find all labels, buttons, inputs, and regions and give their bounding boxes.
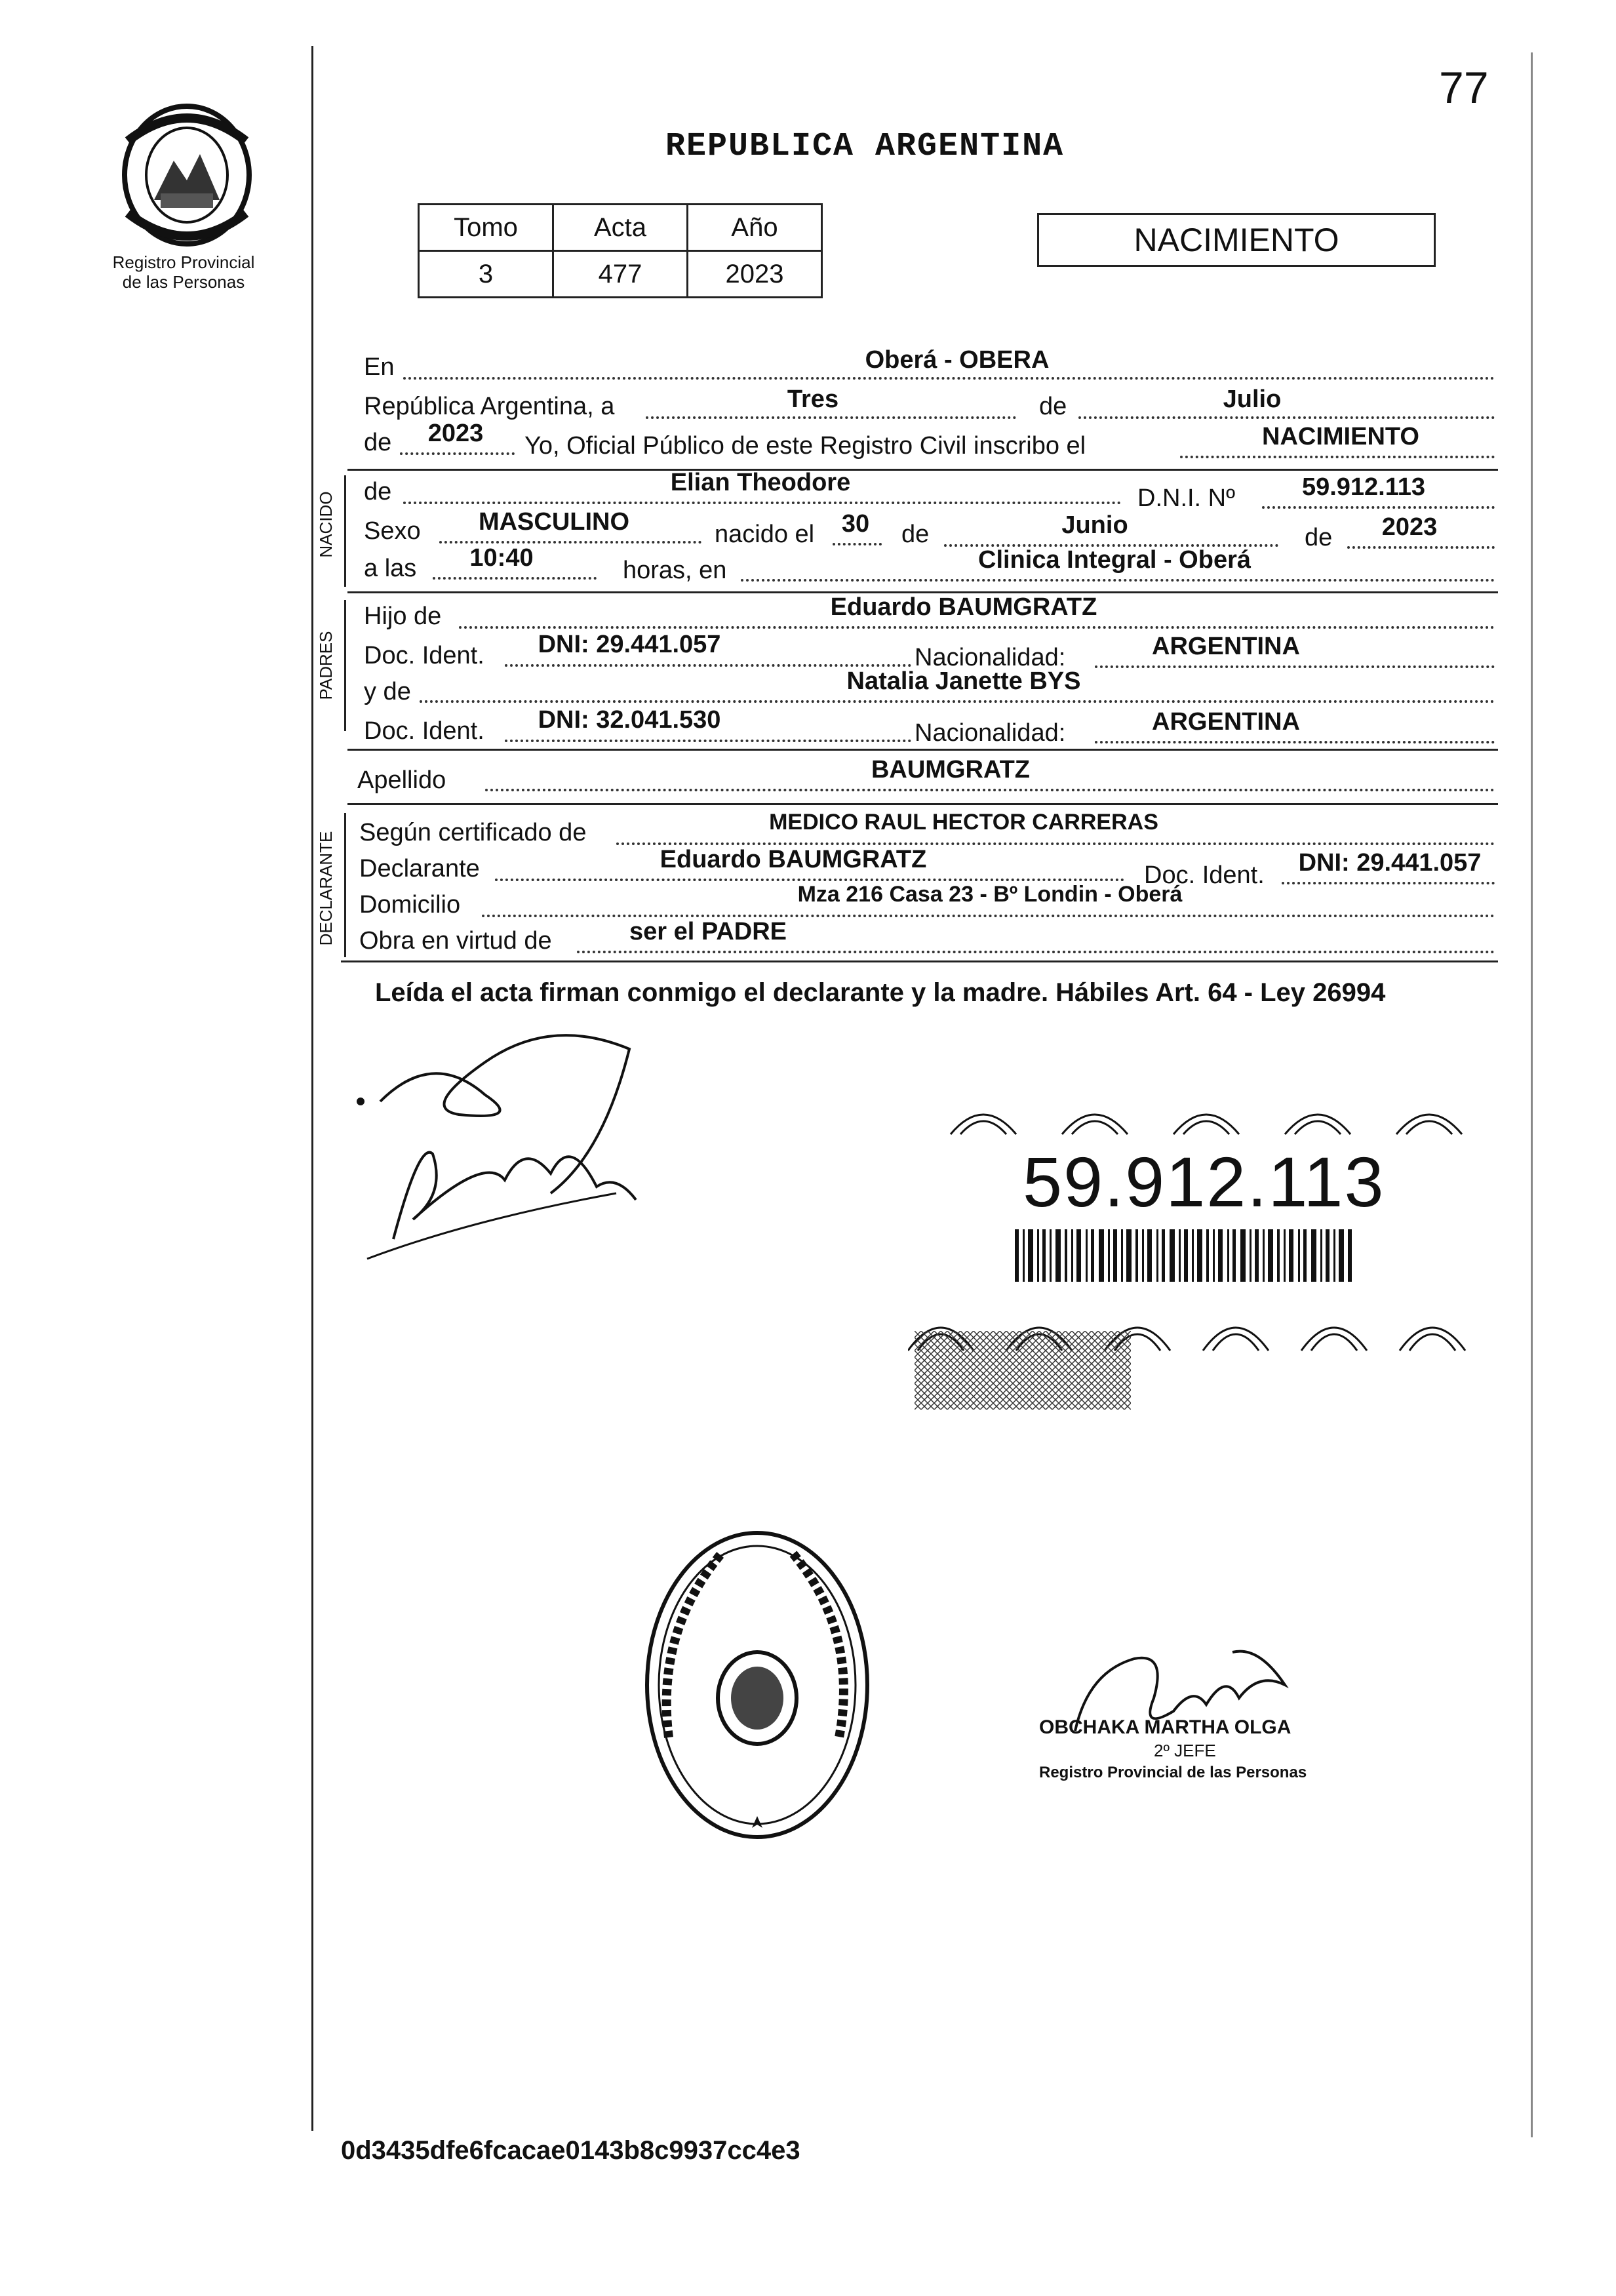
value-mother-name: Natalia Janette BYS (846, 667, 1081, 695)
value-place: Oberá - OBERA (865, 346, 1050, 374)
registry-name-line2: de las Personas (122, 272, 245, 292)
left-margin-line (311, 46, 313, 2131)
value-declarant-name: Eduardo BAUMGRATZ (660, 846, 927, 873)
dots-surname (485, 789, 1495, 791)
section-declarante: DECLARANTE (316, 831, 336, 946)
record-type-box: NACIMIENTO (1037, 213, 1436, 267)
dots-father-nat (1095, 665, 1495, 668)
dots-birth-place (741, 579, 1495, 582)
value-child-dni: 59.912.113 (1301, 473, 1426, 501)
label-declarante: Declarante (359, 855, 480, 882)
label-doc-ident-mother: Doc. Ident. (364, 717, 484, 745)
document-title: REPUBLICA ARGENTINA (665, 128, 1065, 165)
dots-birth-year (1347, 546, 1495, 549)
value-sex: MASCULINO (478, 508, 630, 536)
label-obra-virtud: Obra en virtud de (359, 927, 552, 955)
dots-father (459, 626, 1495, 629)
table-value-tomo: 3 (419, 251, 553, 298)
dots-time (433, 577, 597, 580)
official-seal (642, 1528, 872, 1842)
dots-day (646, 416, 1016, 419)
label-de-name: de (364, 478, 392, 505)
label-horas-en: horas, en (623, 557, 727, 584)
section-padres: PADRES (316, 631, 336, 700)
right-margin-line (1531, 52, 1533, 2137)
value-day-text: Tres (787, 386, 839, 413)
divider-3 (347, 749, 1498, 751)
value-declarant-doc: DNI: 29.441.057 (1298, 849, 1482, 877)
registry-table (418, 203, 823, 298)
value-month: Julio (1223, 386, 1282, 413)
label-yo-oficial: Yo, Oficial Público de este Registro Civil inscribo el (524, 432, 1086, 460)
table-value-anio: 2023 (688, 251, 822, 298)
value-mother-doc: DNI: 32.041.530 (538, 706, 721, 734)
security-band-top (911, 1098, 1501, 1138)
label-de-year: de (364, 429, 392, 456)
label-de-birth-year: de (1305, 524, 1333, 551)
value-surname: BAUMGRATZ (871, 756, 1031, 783)
table-header-anio: Año (688, 205, 822, 251)
divider-1 (347, 469, 1498, 471)
label-doc-ident-declarant: Doc. Ident. (1144, 861, 1265, 889)
divider-5 (341, 960, 1498, 962)
label-nacionalidad-mother: Nacionalidad: (915, 719, 1066, 747)
value-father-name: Eduardo BAUMGRATZ (830, 593, 1097, 621)
value-birth-time: 10:40 (469, 544, 534, 572)
section-bar-declarante (344, 813, 346, 957)
value-father-nationality: ARGENTINA (1152, 633, 1300, 660)
dots-mother (420, 700, 1495, 703)
label-a-las: a las (364, 555, 417, 582)
label-apellido: Apellido (357, 766, 446, 794)
dots-event (1180, 456, 1495, 458)
value-certificate-by: MEDICO RAUL HECTOR CARRERAS (769, 810, 1158, 835)
dots-sex (439, 541, 701, 544)
registry-name (92, 252, 275, 292)
dots-declarant-doc (1282, 882, 1495, 884)
value-birth-day: 30 (841, 510, 870, 538)
declarant-signature (354, 1023, 656, 1272)
label-de-month: de (1039, 393, 1067, 420)
section-bar-nacido (344, 475, 346, 587)
divider-4 (347, 803, 1498, 805)
label-de-birth-month: de (901, 521, 930, 548)
signatory-title: 2º JEFE (1154, 1741, 1216, 1760)
value-year: 2023 (427, 420, 484, 447)
value-child-name: Elian Theodore (670, 469, 851, 496)
label-en: En (364, 353, 395, 381)
signatory-office: Registro Provincial de las Personas (1039, 1764, 1307, 1781)
signatory-name: OBCHAKA MARTHA OLGA (1039, 1716, 1291, 1738)
dots-mother-doc (505, 740, 911, 742)
section-bar-padres (344, 600, 346, 731)
document-hash: 0d3435dfe6fcacae0143b8c9937cc4e3 (341, 2136, 800, 2165)
dots-address (482, 915, 1495, 917)
label-nacido-el: nacido el (715, 521, 815, 548)
dots-birth-day (833, 543, 882, 545)
dots-mother-nat (1095, 741, 1495, 743)
label-dni: D.N.I. Nº (1137, 485, 1235, 512)
dots-month (1078, 416, 1495, 419)
province-logo (115, 102, 259, 249)
label-sexo: Sexo (364, 517, 421, 545)
dots-role (577, 951, 1495, 953)
table-value-acta: 477 (553, 251, 688, 298)
label-y-de: y de (364, 678, 411, 705)
closing-statement: Leída el acta firman conmigo el declarante y la madre. Hábiles Art. 64 - Ley 26994 (375, 978, 1386, 1007)
value-address: Mza 216 Casa 23 - Bº Londin - Oberá (797, 882, 1183, 907)
value-father-doc: DNI: 29.441.057 (538, 631, 721, 658)
value-event: NACIMIENTO (1262, 423, 1419, 450)
label-republica: República Argentina, a (364, 393, 615, 420)
table-header-acta: Acta (553, 205, 688, 251)
section-nacido: NACIDO (316, 491, 336, 558)
label-doc-ident-father: Doc. Ident. (364, 642, 484, 669)
value-birth-place: Clinica Integral - Oberá (978, 546, 1251, 574)
value-birth-year: 2023 (1381, 513, 1438, 541)
dots-declarant (495, 879, 1124, 881)
barcode (1015, 1229, 1356, 1282)
dni-number-large: 59.912.113 (1023, 1142, 1385, 1221)
dots-child-name (403, 502, 1121, 504)
label-domicilio: Domicilio (359, 891, 461, 919)
dots-child-dni (1262, 506, 1495, 509)
value-mother-nationality: ARGENTINA (1152, 708, 1300, 736)
security-hologram (915, 1331, 1131, 1410)
page-number: 77 (1439, 63, 1489, 113)
dots-year (400, 452, 515, 455)
value-declarant-role: ser el PADRE (629, 918, 787, 945)
value-birth-month: Junio (1061, 511, 1128, 539)
label-segun-cert: Según certificado de (359, 819, 587, 846)
dots-en (403, 377, 1495, 380)
label-hijo-de: Hijo de (364, 603, 442, 630)
label-nacionalidad-father: Nacionalidad: (915, 644, 1066, 671)
registry-name-line1: Registro Provincial (112, 252, 255, 272)
dots-father-doc (505, 664, 911, 667)
dots-cert (616, 842, 1495, 845)
table-header-tomo: Tomo (419, 205, 553, 251)
